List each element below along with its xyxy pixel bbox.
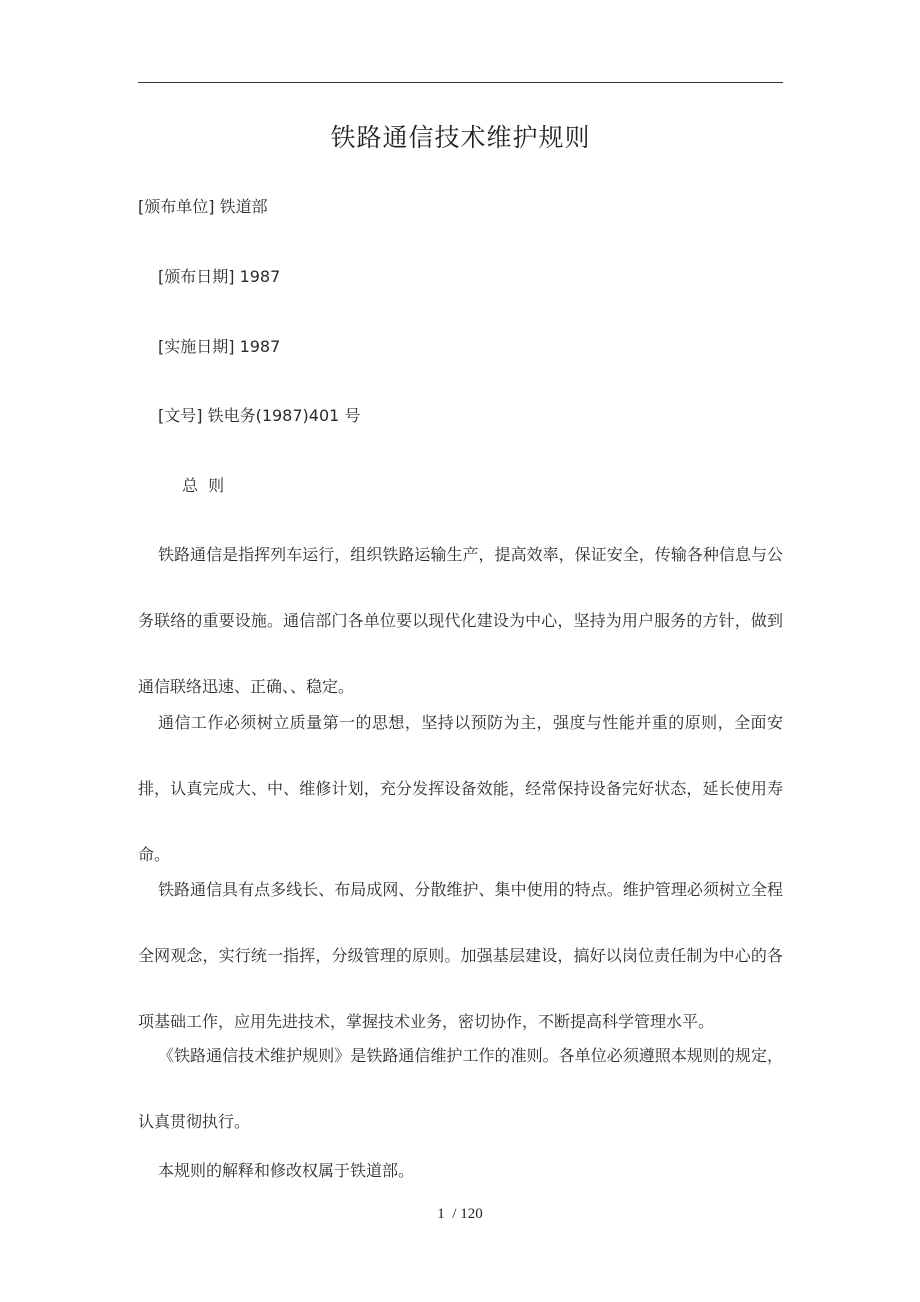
meta-issuer: [颁布单位] 铁道部 [138,197,268,216]
document-title: 铁路通信技术维护规则 [330,123,591,152]
header-rule [138,82,783,83]
meta-issue-date: [颁布日期] 1987 [158,267,281,286]
meta-doc-number: [文号] 铁电务(1987)401 号 [158,406,361,425]
paragraph-5: 本规则的解释和修改权属于铁道部。 [158,1161,415,1180]
paragraph-3: 铁路通信具有点多线长、布局成网、分散维护、集中使用的特点。维护管理必须树立全程全网观念，实行统一指挥，分级管理的原则。加强基层建设，搞好以岗位责任制为中心的各项基础工作，应用先进技术，掌握技术业务，密切协作，不断提高科学管理水平。 [138,880,783,1031]
paragraph-2: 通信工作必须树立质量第一的思想，坚持以预防为主，强度与性能并重的原则，全面安排，认真完成大、中、维修计划，充分发挥设备效能，经常保持设备完好状态，延长使用寿命。 [138,713,783,864]
meta-effective-date: [实施日期] 1987 [158,337,281,356]
paragraph-4: 《铁路通信技术维护规则》是铁路通信维护工作的准则。各单位必须遵照本规则的规定，认真贯彻执行。 [138,1046,783,1131]
page-indicator: 1 / 120 [437,1206,483,1222]
section-heading: 总 则 [182,476,225,495]
paragraph-1: 铁路通信是指挥列车运行，组织铁路运输生产，提高效率，保证安全，传输各种信息与公务联络的重要设施。通信部门各单位要以现代化建设为中心，坚持为用户服务的方针，做到通信联络迅速、正确、、稳定。 [138,545,783,696]
